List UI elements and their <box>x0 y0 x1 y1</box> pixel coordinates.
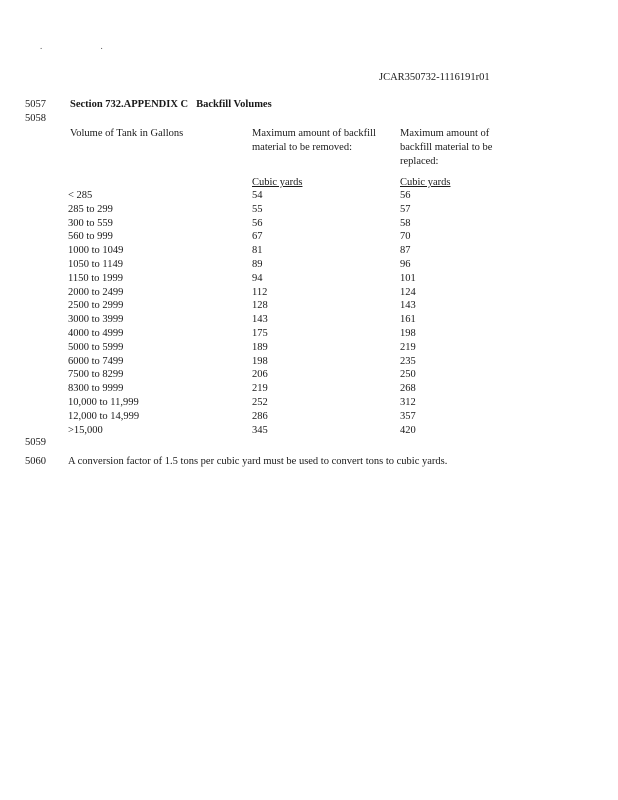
table-row <box>66 313 486 327</box>
cell-replaced: 198 <box>400 327 416 339</box>
cell-removed: 56 <box>252 217 263 229</box>
table-row <box>66 424 486 438</box>
scan-marks: . . <box>40 41 131 51</box>
table-row <box>66 203 486 217</box>
cell-volume: 3000 to 3999 <box>68 314 124 326</box>
cell-volume: >15,000 <box>68 424 103 436</box>
cell-volume: 300 to 559 <box>68 217 113 229</box>
table-row <box>66 258 486 272</box>
cell-volume: < 285 <box>68 190 93 201</box>
cell-volume: 8300 to 9999 <box>68 383 124 395</box>
cell-replaced: 312 <box>400 396 416 408</box>
table-row <box>66 244 486 258</box>
table-row <box>66 341 486 355</box>
cell-removed: 198 <box>252 355 268 367</box>
cell-replaced: 420 <box>400 424 416 436</box>
cell-removed: 345 <box>252 424 268 436</box>
cell-replaced: 143 <box>400 300 416 312</box>
cell-replaced: 161 <box>400 314 416 326</box>
cell-removed: 128 <box>252 300 268 312</box>
table-row <box>66 327 486 341</box>
cell-removed: 54 <box>252 190 263 201</box>
cell-removed: 189 <box>252 341 268 353</box>
line-number: 5058 <box>25 113 46 124</box>
cell-volume: 4000 to 4999 <box>68 327 124 339</box>
table-row <box>66 355 486 369</box>
table-row <box>66 217 486 231</box>
table-row <box>66 189 486 203</box>
cell-volume: 12,000 to 14,999 <box>68 410 140 422</box>
cell-volume: 2500 to 2999 <box>68 300 124 312</box>
backfill-table <box>66 189 486 437</box>
table-row <box>66 272 486 286</box>
cell-replaced: 56 <box>400 190 411 201</box>
line-number: 5060 <box>25 456 46 467</box>
column-header-removed: Maximum amount of backfill material to be removed: <box>252 128 376 153</box>
cell-removed: 286 <box>252 410 268 422</box>
cell-removed: 252 <box>252 396 268 408</box>
cell-replaced: 235 <box>400 355 416 367</box>
cell-volume: 5000 to 5999 <box>68 341 124 353</box>
cell-replaced: 87 <box>400 245 411 257</box>
cell-volume: 2000 to 2499 <box>68 286 124 298</box>
cell-replaced: 101 <box>400 272 416 284</box>
cell-volume: 285 to 299 <box>68 203 113 215</box>
cell-replaced: 124 <box>400 286 416 298</box>
table-row <box>66 286 486 300</box>
table-row <box>66 396 486 410</box>
section-title: Section 732.APPENDIX C <box>70 99 189 110</box>
table-row <box>66 368 486 382</box>
unit-label-replaced: Cubic yards <box>400 177 451 188</box>
cell-volume: 6000 to 7499 <box>68 355 124 367</box>
cell-replaced: 250 <box>400 369 416 381</box>
cell-removed: 219 <box>252 383 268 395</box>
cell-volume: 1000 to 1049 <box>68 245 124 257</box>
cell-replaced: 268 <box>400 383 416 395</box>
unit-label-removed: Cubic yards <box>252 177 303 188</box>
table-row <box>66 410 486 424</box>
conversion-note: A conversion factor of 1.5 tons per cubic yard must be used to convert tons to cubic yards. <box>68 456 448 467</box>
cell-removed: 175 <box>252 327 268 339</box>
table-row <box>66 299 486 313</box>
section-heading <box>70 99 272 110</box>
column-header-volume: Volume of Tank in Gallons <box>70 128 184 139</box>
cell-replaced: 357 <box>400 410 416 422</box>
cell-volume: 1150 to 1999 <box>68 272 124 284</box>
cell-volume: 1050 to 1149 <box>68 258 124 270</box>
table-row <box>66 230 486 244</box>
cell-removed: 67 <box>252 231 263 243</box>
cell-removed: 206 <box>252 369 268 381</box>
cell-volume: 7500 to 8299 <box>68 369 124 381</box>
cell-volume: 560 to 999 <box>68 231 113 243</box>
cell-removed: 112 <box>252 286 268 298</box>
cell-removed: 143 <box>252 314 268 326</box>
line-number: 5059 <box>25 437 46 448</box>
column-header-replaced: Maximum amount of backfill material to be replaced: <box>400 128 493 167</box>
cell-replaced: 70 <box>400 231 411 243</box>
line-number: 5057 <box>25 99 46 110</box>
section-subtitle: Backfill Volumes <box>196 99 272 110</box>
cell-replaced: 219 <box>400 341 416 353</box>
cell-replaced: 58 <box>400 217 411 229</box>
cell-removed: 55 <box>252 203 263 215</box>
cell-removed: 81 <box>252 245 263 257</box>
document-id: JCAR350732-1116191r01 <box>379 72 490 83</box>
cell-replaced: 57 <box>400 203 411 215</box>
cell-replaced: 96 <box>400 258 411 270</box>
cell-removed: 94 <box>252 272 263 284</box>
cell-volume: 10,000 to 11,999 <box>68 396 139 408</box>
cell-removed: 89 <box>252 258 263 270</box>
table-row <box>66 382 486 396</box>
